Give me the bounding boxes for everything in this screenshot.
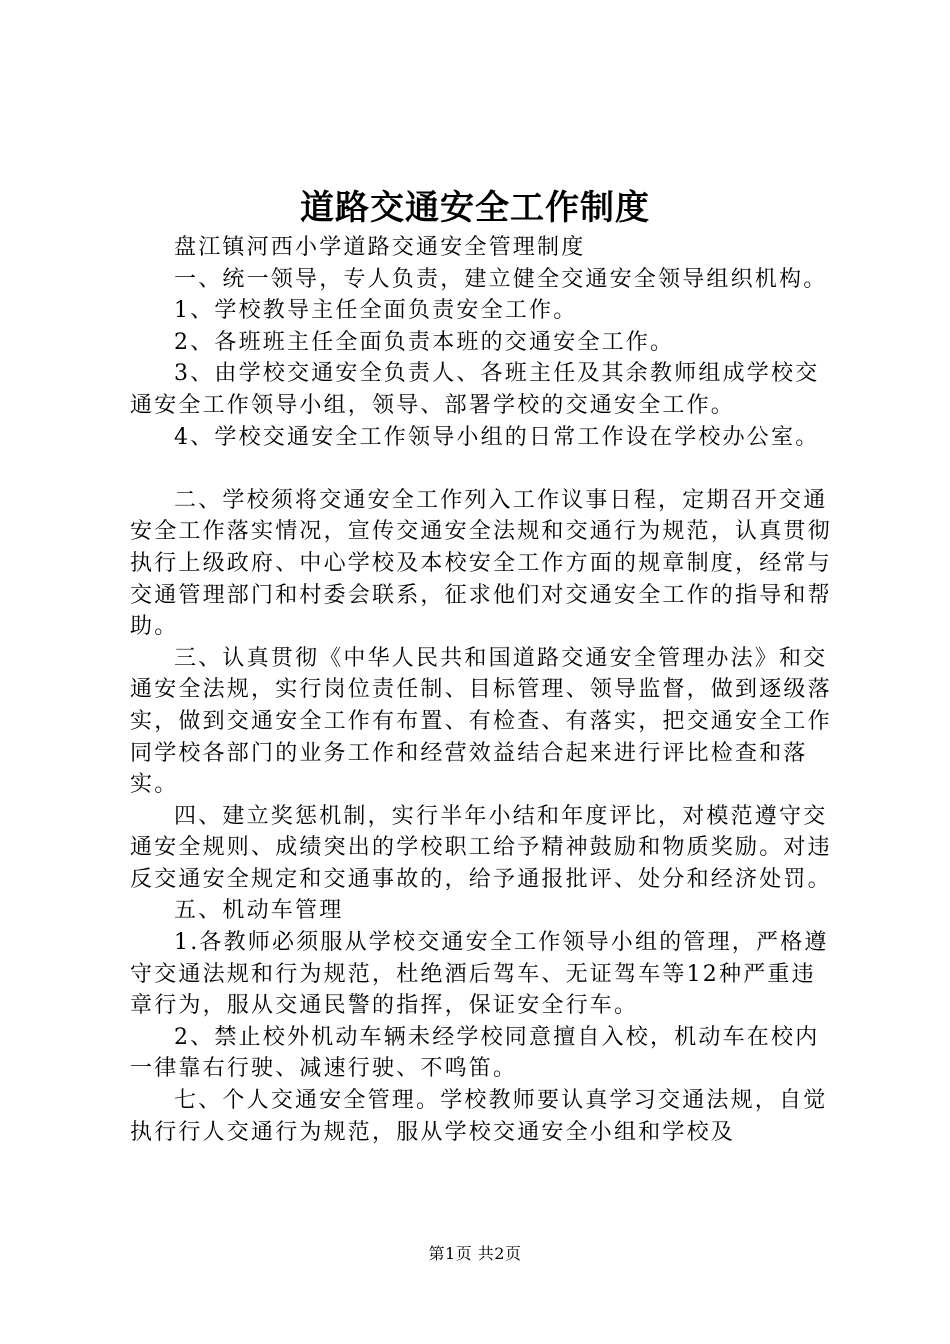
paragraph-vehicle-item-1: 1.各教师必须服从学校交通安全工作领导小组的管理，严格遵守交通法规和行为规范，杜绝酒后驾车、无证驾车等12种严重违章行为，服从交通民警的指挥，保证安全行车。 xyxy=(130,930,829,1019)
paragraph-section-4: 四、建立奖惩机制，实行半年小结和年度评比，对模范遵守交通安全规则、成绩突出的学校职工给予精神鼓励和物质奖励。对违反交通安全规定和交通事故的，给予通报批评、处分和经济处罚。 xyxy=(130,803,832,892)
page-number-footer: 第1页 共2页 xyxy=(428,1244,522,1263)
paragraph-item-2: 2、各班班主任全面负责本班的交通安全工作。 xyxy=(174,329,675,355)
paragraph-section-2: 二、学校须将交通安全工作列入工作议事日程，定期召开交通安全工作落实情况，宣传交通安全法规和交通行为规范，认真贯彻执行上级政府、中心学校及本校安全工作方面的规章制度，经常与交通管理部门和村委会联系，征求他们对交通安全工作的指导和帮助。 xyxy=(130,487,832,640)
paragraph-vehicle-item-2: 2、禁止校外机动车辆未经学校同意擅自入校，机动车在校内一律靠右行驶、减速行驶、不鸣笛。 xyxy=(130,1024,820,1082)
paragraph-item-3: 3、由学校交通安全负责人、各班主任及其余教师组成学校交通安全工作领导小组，领导、部署学校的交通安全工作。 xyxy=(130,361,820,418)
paragraph-item-4: 4、学校交通安全工作领导小组的日常工作设在学校办公室。 xyxy=(174,424,820,450)
document-body xyxy=(130,232,836,1148)
paragraph-section-7: 七、个人交通安全管理。学校教师要认真学习交通法规，自觉执行行人交通行为规范，服从学校交通安全小组和学校及 xyxy=(130,1088,828,1145)
paragraph-section-1: 一、统一领导，专人负责，建立健全交通安全领导组织机构。 xyxy=(174,266,828,292)
paragraph-section-5: 五、机动车管理 xyxy=(174,898,344,924)
paragraph-item-1: 1、学校教导主任全面负责安全工作。 xyxy=(174,298,578,324)
document-title: 道路交通安全工作制度 xyxy=(300,188,650,228)
paragraph-section-3: 三、认真贯彻《中华人民共和国道路交通安全管理办法》和交通安全法规，实行岗位责任制、目标管理、领导监督，做到逐级落实，做到交通安全工作有布置、有检查、有落实，把交通安全工作同学校各部门的业务工作和经营效益结合起来进行评比检查和落实。 xyxy=(130,645,832,798)
paragraph-school-heading: 盘江镇河西小学道路交通安全管理制度 xyxy=(174,235,586,260)
